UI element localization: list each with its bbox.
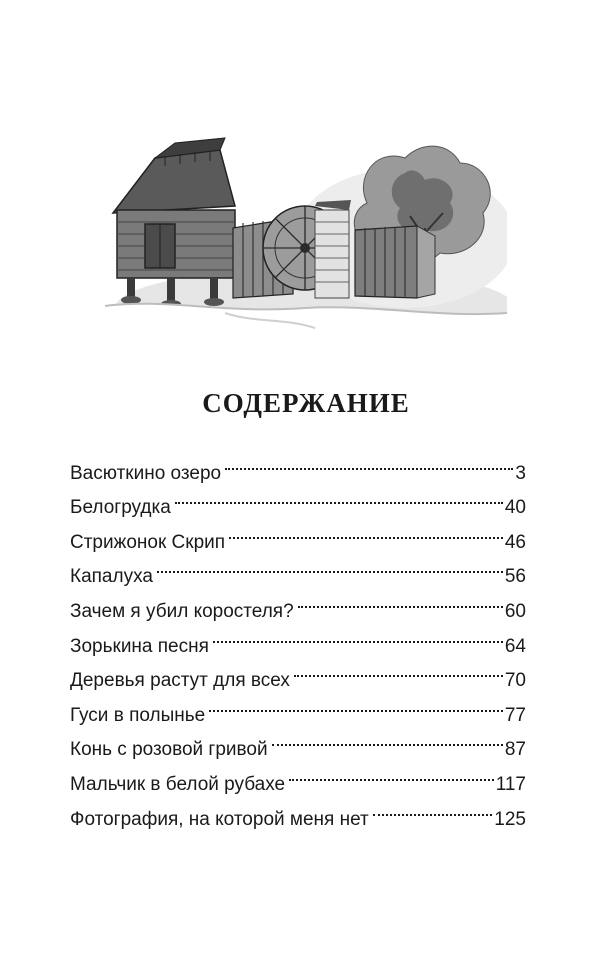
- toc-entry-title: Зачем я убил коростеля?: [70, 600, 294, 622]
- toc-entry-title: Зорькина песня: [70, 635, 209, 657]
- toc-entry-page: 60: [504, 600, 526, 622]
- toc-entry-page: 117: [495, 773, 526, 795]
- toc-entry-title: Фотография, на которой меня нет: [70, 808, 369, 830]
- toc-entry[interactable]: [70, 444, 526, 484]
- toc-entry-page: 77: [504, 704, 526, 726]
- toc-entry-page: 46: [504, 531, 526, 553]
- toc-entry-title: Гуси в полынье: [70, 704, 206, 726]
- toc-entry-title: Белогрудка: [70, 497, 171, 519]
- toc-entry-page: 56: [504, 566, 526, 588]
- dot-leader: [209, 686, 503, 721]
- dot-leader: [225, 444, 513, 479]
- dot-leader: [175, 479, 503, 514]
- toc-title: СОДЕРЖАНИЕ: [202, 388, 410, 418]
- dot-leader: [298, 582, 503, 617]
- toc-entry-page: 125: [494, 808, 526, 830]
- toc-entry-page: 3: [515, 462, 526, 484]
- dot-leader: [157, 548, 503, 583]
- toc-entry-page: 40: [504, 497, 526, 519]
- dot-leader: [373, 790, 493, 825]
- granary-icon: [113, 138, 235, 308]
- shed-icon: [355, 226, 435, 298]
- toc-entry-page: 70: [504, 670, 526, 692]
- toc-entry-title: Мальчик в белой рубахе: [70, 773, 286, 795]
- toc-entry-page: 64: [504, 635, 526, 657]
- toc-entry-title: Васюткино озеро: [70, 462, 222, 484]
- dot-leader: [213, 617, 503, 652]
- toc-list: [70, 444, 526, 830]
- dot-leader: [294, 652, 503, 687]
- watermill-granary-illustration: [105, 118, 507, 353]
- dot-leader: [272, 721, 503, 756]
- toc-entry-title: Конь с розовой гривой: [70, 739, 268, 761]
- dot-leader: [289, 755, 494, 790]
- toc-entry-page: 87: [504, 739, 526, 761]
- dot-leader: [229, 513, 503, 548]
- toc-entry-title: Капалуха: [70, 566, 153, 588]
- toc-entry-title: Стрижонок Скрип: [70, 531, 226, 553]
- toc-entry-title: Деревья растут для всех: [70, 670, 290, 692]
